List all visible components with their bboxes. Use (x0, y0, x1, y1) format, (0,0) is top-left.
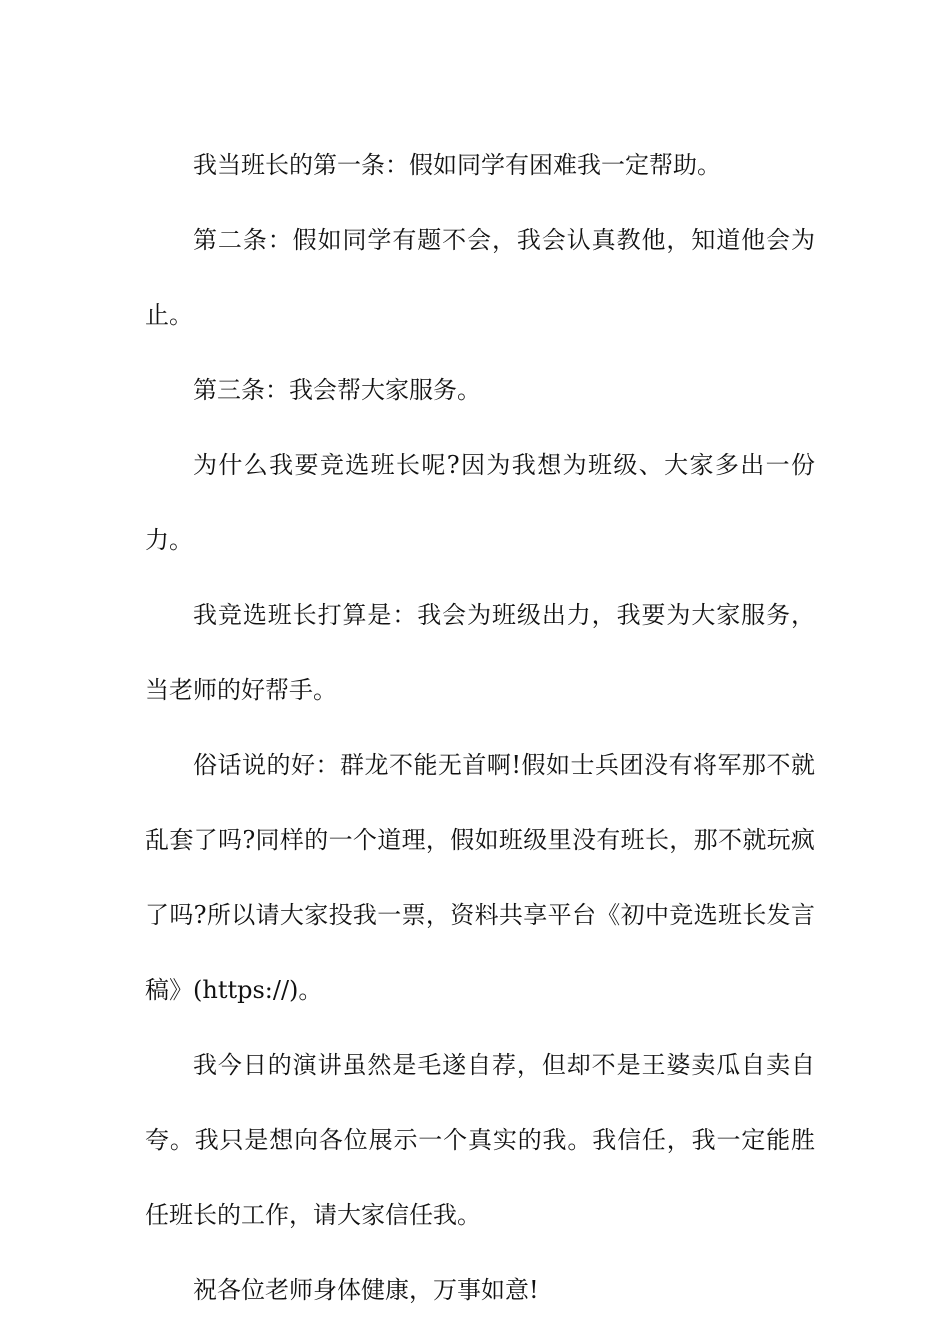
paragraph-6: 俗话说的好：群龙不能无首啊!假如士兵团没有将军那不就乱套了吗?同样的一个道理，假如班级里没有班长，那不就玩疯了吗?所以请大家投我一票，资料共享平台《初中竞选班长发言稿》(https://)。 (145, 751, 815, 1004)
paragraph-5: 我竞选班长打算是：我会为班级出力，我要为大家服务，当老师的好帮手。 (145, 601, 815, 704)
paragraph-8: 祝各位老师身体健康，万事如意! (193, 1276, 539, 1304)
paragraph-7: 我今日的演讲虽然是毛遂自荐，但却不是王婆卖瓜自卖自夸。我只是想向各位展示一个真实的我。我信任，我一定能胜任班长的工作，请大家信任我。 (145, 1051, 815, 1229)
paragraph-4: 为什么我要竞选班长呢?因为我想为班级、大家多出一份力。 (145, 451, 815, 554)
document-body (145, 128, 815, 1328)
paragraph-3: 第三条：我会帮大家服务。 (193, 376, 481, 404)
paragraph-1: 我当班长的第一条：假如同学有困难我一定帮助。 (193, 151, 721, 179)
paragraph-2: 第二条：假如同学有题不会，我会认真教他，知道他会为止。 (145, 226, 815, 329)
